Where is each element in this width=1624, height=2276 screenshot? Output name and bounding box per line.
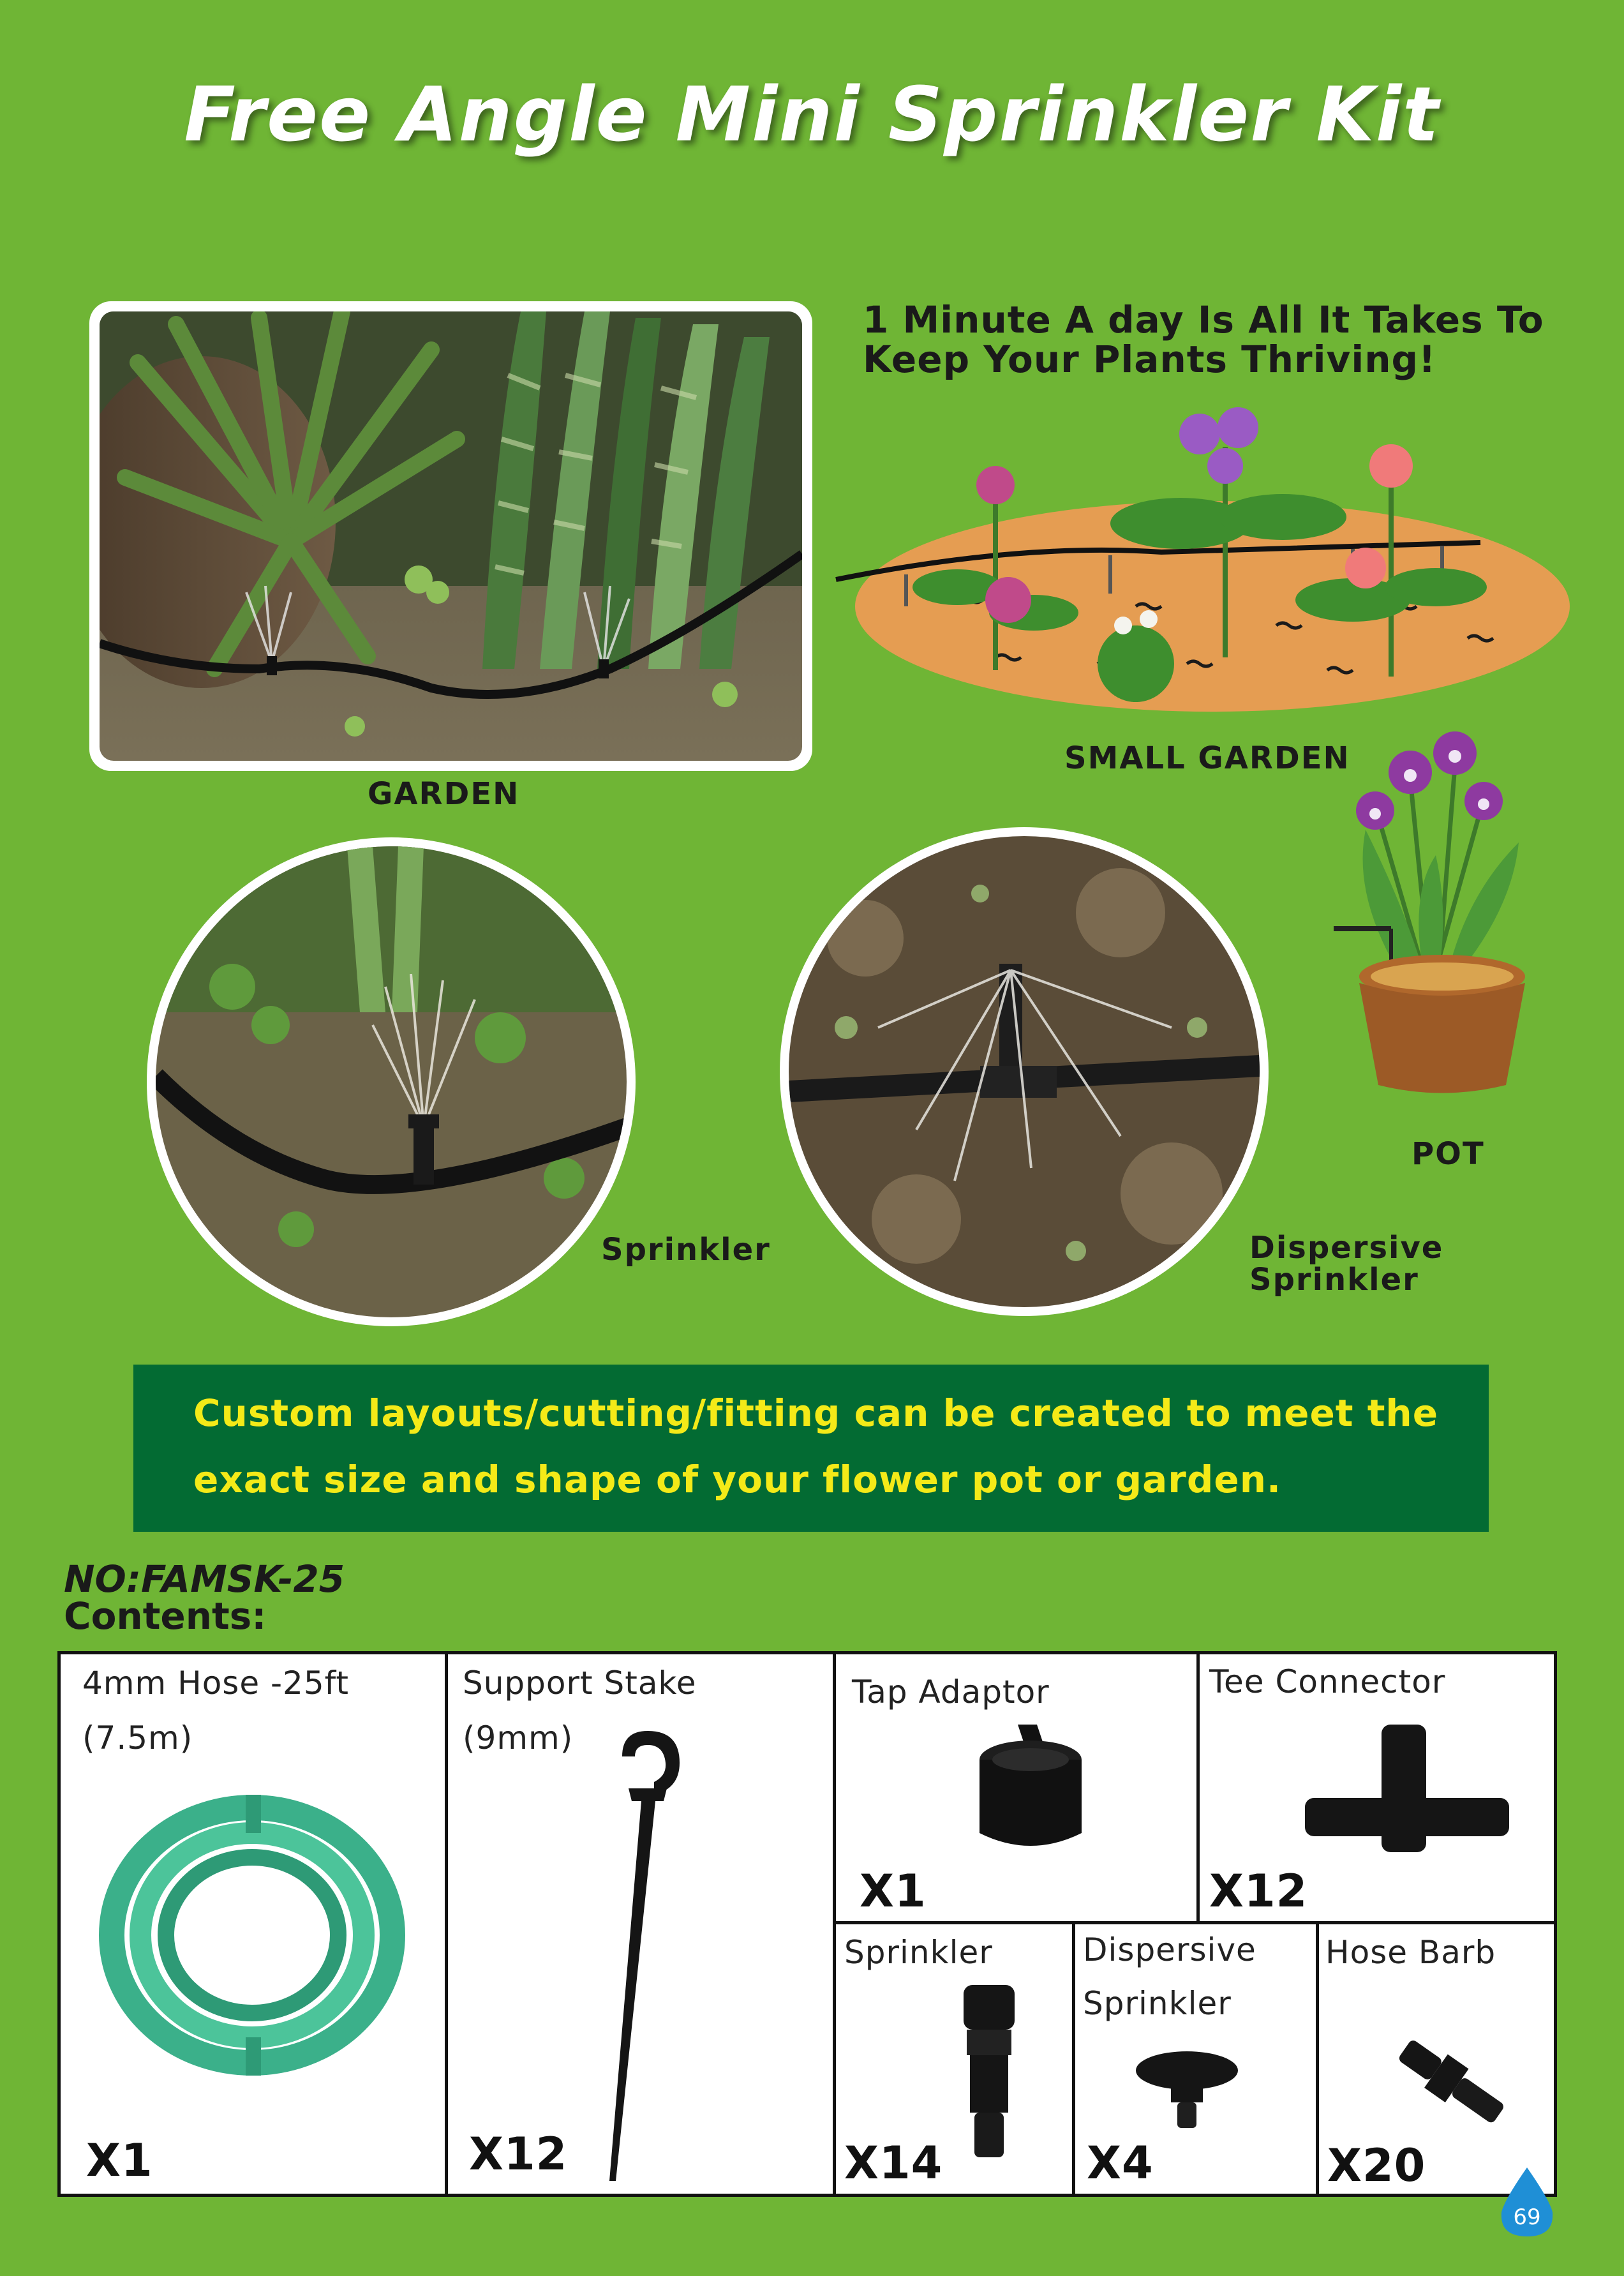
tap-adaptor-icon xyxy=(967,1725,1094,1865)
table-divider xyxy=(1316,1921,1319,2194)
page-number-badge xyxy=(1498,2167,1556,2238)
stake-label: Support Stake xyxy=(463,1665,697,1702)
caption-dispersive-line-1: Dispersive xyxy=(1249,1230,1444,1266)
hose-barb-icon xyxy=(1388,2031,1516,2133)
hose-length: (7.5m) xyxy=(82,1719,193,1756)
dispersive-sprinkler-icon xyxy=(1133,2051,1241,2128)
page-title: Free Angle Mini Sprinkler Kit xyxy=(184,70,1440,158)
sprinkler-icon xyxy=(954,1985,1024,2157)
custom-layout-banner xyxy=(133,1365,1489,1532)
tap-adaptor-label: Tap Adaptor xyxy=(852,1673,1050,1711)
table-divider xyxy=(1072,1921,1075,2194)
hose-barb-label: Hose Barb xyxy=(1325,1934,1496,1971)
tee-connector-label: Tee Connector xyxy=(1209,1663,1446,1700)
tap-adaptor-quantity: X1 xyxy=(860,1865,927,1917)
hose-label: 4mm Hose -25ft xyxy=(82,1665,350,1702)
contents-heading: Contents: xyxy=(64,1594,267,1638)
stake-size: (9mm) xyxy=(463,1719,574,1756)
caption-sprinkler: Sprinkler xyxy=(601,1232,771,1268)
sprinkler-quantity: X14 xyxy=(844,2137,943,2189)
dispersive-sprinkler-label-1: Dispersive xyxy=(1083,1931,1256,1968)
tee-connector-icon xyxy=(1305,1725,1509,1852)
tee-connector-quantity: X12 xyxy=(1209,1865,1308,1917)
support-stake-icon xyxy=(584,1731,711,2190)
sprinkler-photo-image xyxy=(156,846,627,1317)
caption-garden: GARDEN xyxy=(368,776,520,812)
garden-photo-image xyxy=(100,311,802,761)
sprinkler-label: Sprinkler xyxy=(844,1934,993,1971)
page-number: 69 xyxy=(1513,2205,1541,2230)
small-garden-illustration xyxy=(830,396,1570,728)
hose-quantity: X1 xyxy=(86,2134,153,2187)
model-number: NO:FAMSK-25 xyxy=(64,1557,345,1601)
table-divider xyxy=(833,1921,1557,1924)
sprinkler-photo xyxy=(147,837,636,1326)
dispersive-sprinkler-photo-image xyxy=(789,836,1260,1307)
banner-line-1: Custom layouts/cutting/fitting can be created to meet the xyxy=(193,1391,1439,1435)
tagline-line-1: 1 Minute A day Is All It Takes To xyxy=(863,298,1544,341)
caption-dispersive-line-2: Sprinkler xyxy=(1249,1262,1419,1298)
caption-small-garden: SMALL GARDEN xyxy=(1064,740,1350,776)
tagline-line-2: Keep Your Plants Thriving! xyxy=(863,338,1436,381)
caption-dispersive-sprinkler xyxy=(1249,1232,1443,1296)
hose-coil-icon xyxy=(93,1782,412,2076)
contents-table xyxy=(57,1651,1557,2197)
table-divider xyxy=(445,1654,448,2194)
table-divider xyxy=(1196,1654,1200,1922)
dispersive-sprinkler-quantity: X4 xyxy=(1087,2137,1154,2189)
dispersive-sprinkler-label-2: Sprinkler xyxy=(1083,1985,1232,2022)
stake-quantity: X12 xyxy=(469,2128,568,2180)
banner-line-2: exact size and shape of your flower pot or garden. xyxy=(193,1458,1282,1501)
dispersive-sprinkler-photo xyxy=(780,827,1269,1316)
caption-pot: POT xyxy=(1412,1136,1485,1172)
tagline xyxy=(863,300,1597,379)
hose-barb-quantity: X20 xyxy=(1327,2139,1426,2192)
garden-photo xyxy=(89,301,812,771)
pot-illustration xyxy=(1327,702,1544,1111)
